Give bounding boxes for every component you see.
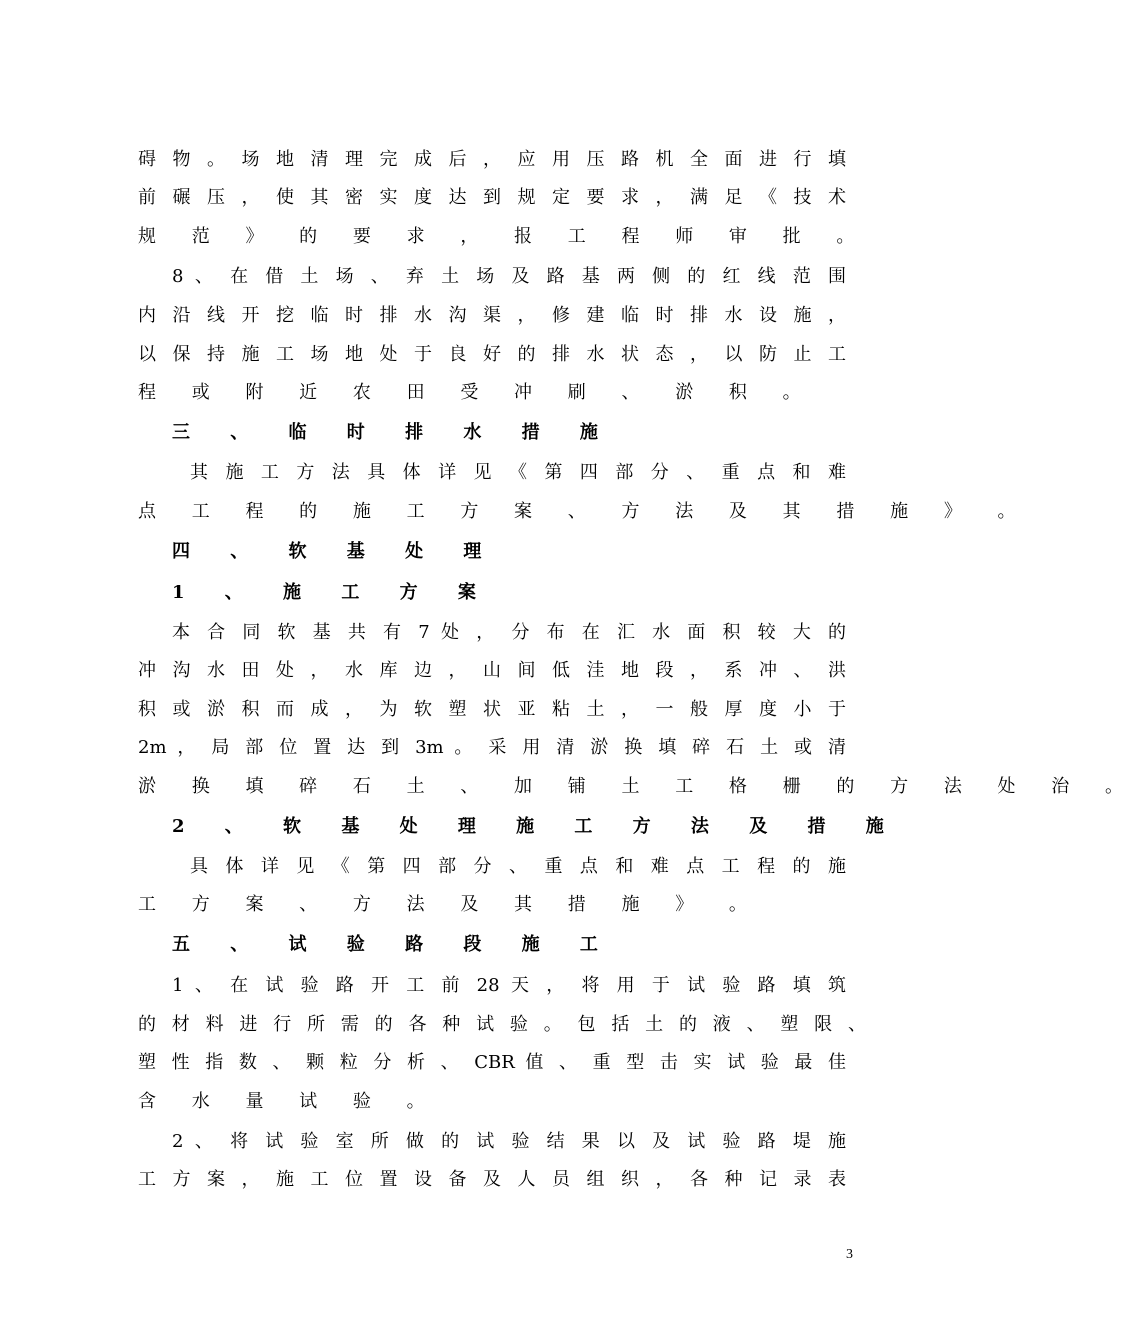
text-line: 塑 性 指 数 、 颗 粒 分 析 、 CBR 值 、 重 型 击 实 试 验 最 佳 [138,1052,846,1073]
text-line: 前 碾 压 ， 使 其 密 实 度 达 到 规 定 要 求 ， 满 足 《 技 术 [138,187,846,208]
text-line: 其 施 工 方 法 具 体 详 见 《 第 四 部 分 、 重 点 和 难 [190,462,846,483]
text-line: 淤 换 填 碎 石 土 、 加 铺 土 工 格 栅 的 方 法 处 治 。 [138,776,1138,797]
text-line: 的 材 料 进 行 所 需 的 各 种 试 验 。 包 括 土 的 液 、 塑 限 、 [138,1014,866,1035]
text-line: 内 沿 线 开 挖 临 时 排 水 沟 渠 ， 修 建 临 时 排 水 设 施 ， [138,305,846,326]
text-line: 1 、 在 试 验 路 开 工 前 28 天 ， 将 用 于 试 验 路 填 筑 [172,975,846,996]
subsection-heading: 1 、 施 工 方 案 [172,582,493,603]
text-line: 以 保 持 施 工 场 地 处 于 良 好 的 排 水 状 态 ， 以 防 止 工 [138,344,846,365]
text-line: 碍 物 。 场 地 清 理 完 成 后 ， 应 用 压 路 机 全 面 进 行 填 [138,149,846,170]
text-line: 点 工 程 的 施 工 方 案 、 方 法 及 其 措 施 》 。 [138,501,1031,522]
section-heading: 三 、 临 时 排 水 措 施 [172,422,615,443]
text-line: 工 方 案 ， 施 工 位 置 设 备 及 人 员 组 织 ， 各 种 记 录 表 [138,1169,846,1190]
text-line: 程 或 附 近 农 田 受 冲 刷 、 淤 积 。 [138,382,816,403]
text-line: 具 体 详 见 《 第 四 部 分 、 重 点 和 难 点 工 程 的 施 [190,856,846,877]
text-line: 积 或 淤 积 而 成 ， 为 软 塑 状 亚 粘 土 ， 一 般 厚 度 小 于 [138,699,846,720]
text-line: 2 、 将 试 验 室 所 做 的 试 验 结 果 以 及 试 验 路 堤 施 [172,1131,846,1152]
text-line: 工 方 案 、 方 法 及 其 措 施 》 。 [138,894,762,915]
text-line: 含 水 量 试 验 。 [138,1091,440,1112]
text-line: 2m ， 局 部 位 置 达 到 3m 。 采 用 清 淤 换 填 碎 石 土 或 清 [138,737,846,758]
subsection-heading: 2 、 软 基 处 理 施 工 方 法 及 措 施 [172,816,901,837]
section-heading: 五 、 试 验 路 段 施 工 [172,934,615,955]
section-heading: 四 、 软 基 处 理 [172,541,499,562]
text-line: 8 、 在 借 土 场 、 弃 土 场 及 路 基 两 侧 的 红 线 范 围 [172,266,846,287]
page-number: 3 [846,1247,853,1262]
text-line: 冲 沟 水 田 处 ， 水 库 边 ， 山 间 低 洼 地 段 ， 系 冲 、 洪 [138,660,846,681]
text-line: 本 合 同 软 基 共 有 7 处 ， 分 布 在 汇 水 面 积 较 大 的 [172,622,846,643]
text-line: 规 范 》 的 要 求 ， 报 工 程 师 审 批 。 [138,226,870,247]
